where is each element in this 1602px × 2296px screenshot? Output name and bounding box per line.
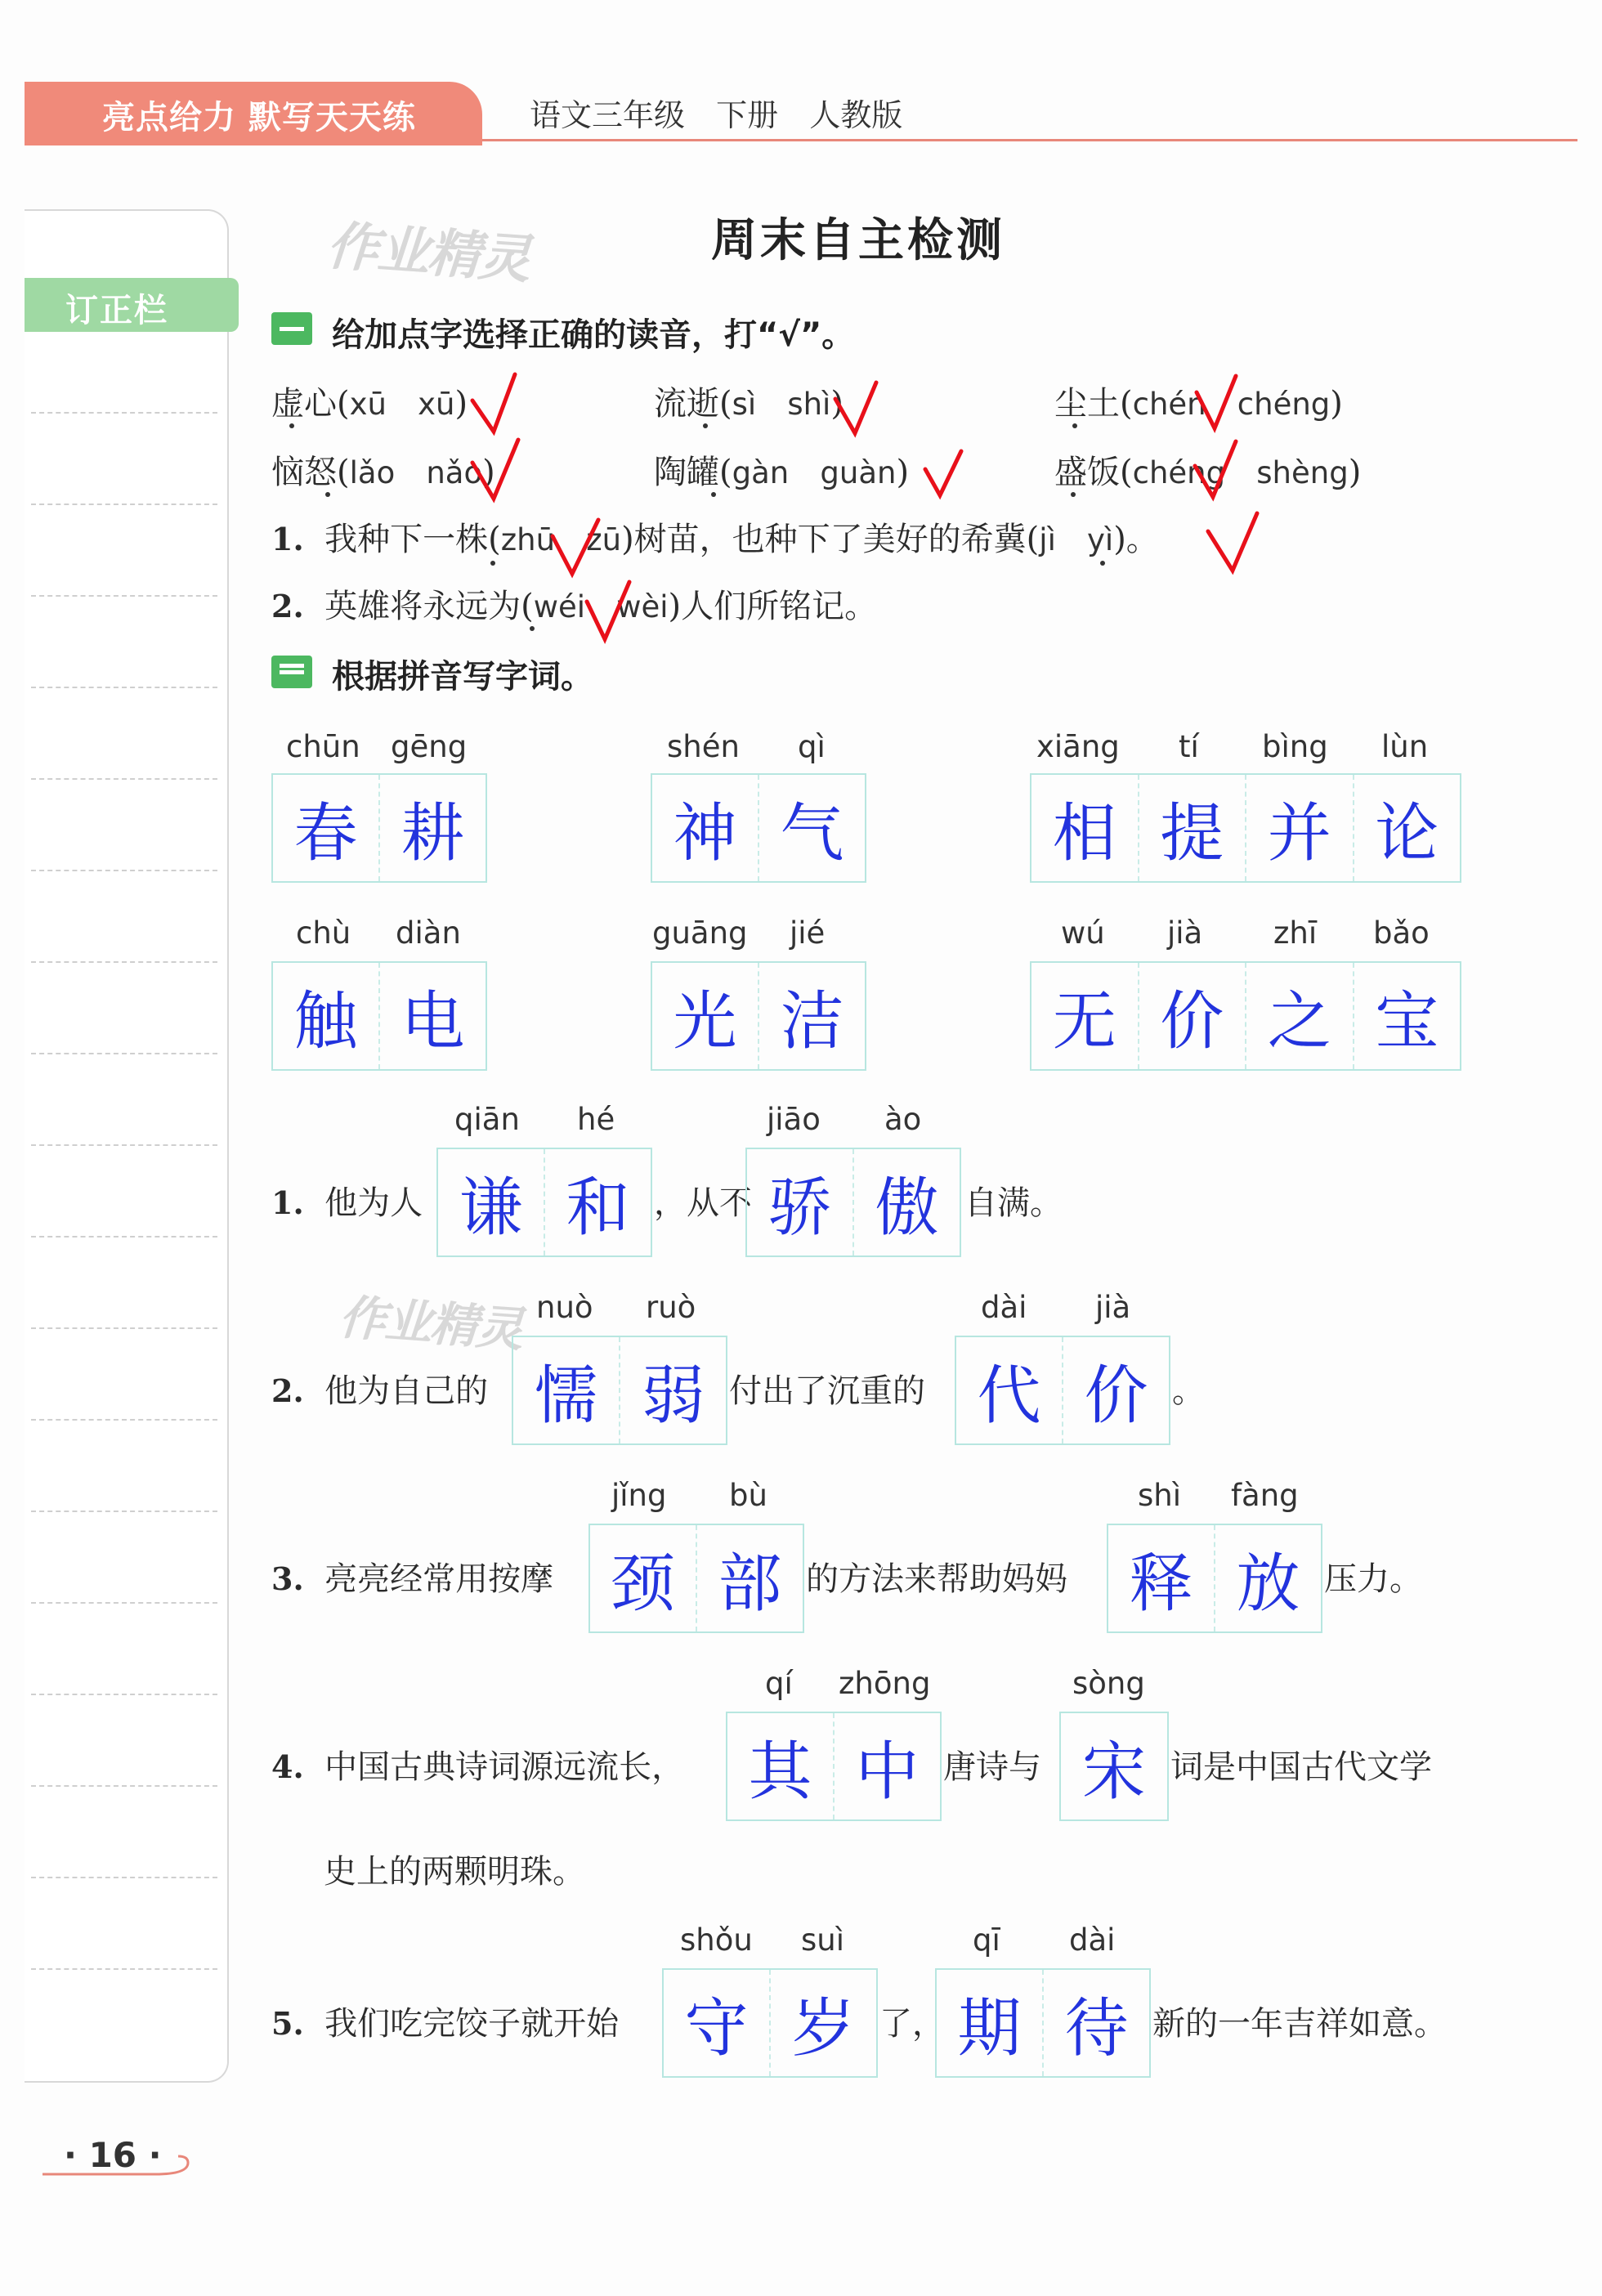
pinyin: suì <box>801 1922 845 1958</box>
pinyin: bǎo <box>1373 915 1430 951</box>
answer-char: 价 <box>1084 1359 1148 1433</box>
page-number: · 16 · <box>64 2135 162 2175</box>
answer-box <box>726 1712 942 1821</box>
answer-char: 释 <box>1108 1525 1215 1631</box>
pinyin: xiāng <box>1036 729 1120 764</box>
sidebar-rule <box>31 1694 217 1695</box>
pinyin: zhī <box>1273 915 1318 951</box>
sentence-text: 词是中国古代文学 <box>1170 1748 1432 1786</box>
check-mark-icon <box>553 520 598 574</box>
answer-box <box>588 1524 804 1633</box>
answer-char: 论 <box>1375 797 1439 871</box>
header-volume: 下册 <box>716 97 779 133</box>
pinyin: fàng <box>1231 1478 1299 1513</box>
answer-box <box>1030 961 1461 1071</box>
pinyin: jiāo <box>767 1102 821 1137</box>
answer-box <box>1030 773 1461 883</box>
check-mark-icon <box>472 440 518 499</box>
section-one-title: 给加点字选择正确的读音，打“√”。 <box>332 316 855 354</box>
answer-char: 骄 <box>747 1149 854 1255</box>
sidebar-rule <box>31 1511 217 1512</box>
answer-box <box>1059 1712 1169 1821</box>
sentence-text: 。 <box>1172 1372 1205 1410</box>
reading-item: 虚心(xū xū) <box>271 385 468 423</box>
sentence-text: 新的一年吉祥如意。 <box>1152 2005 1447 2043</box>
pinyin: nuò <box>536 1290 593 1325</box>
sidebar-rule <box>31 1877 217 1878</box>
answer-char: 无 <box>1031 963 1139 1069</box>
answer-char: 气 <box>780 797 844 871</box>
answer-char: 岁 <box>791 1992 856 2066</box>
header-edition: 人教版 <box>809 97 903 133</box>
answer-char: 宝 <box>1375 985 1439 1058</box>
fill-sentence-5: 5. 我们吃完饺子就开始 <box>271 2005 620 2043</box>
answer-box <box>271 773 487 883</box>
check-mark-icon <box>1197 376 1236 428</box>
pinyin: qī <box>973 1922 1000 1958</box>
sidebar-rule <box>31 870 217 871</box>
check-mark-icon <box>835 383 876 433</box>
answer-box <box>935 1968 1151 2078</box>
pinyin: zhōng <box>839 1666 931 1701</box>
pinyin: tí <box>1179 729 1199 764</box>
check-mark-icon <box>1208 513 1257 571</box>
section-two-icon <box>271 656 312 688</box>
sentence-text: 史上的两颗明珠。 <box>324 1853 585 1891</box>
answer-char: 春 <box>273 775 380 881</box>
answer-char: 放 <box>1236 1547 1300 1621</box>
answer-box <box>436 1148 652 1257</box>
check-mark-icon <box>1195 441 1236 497</box>
reading-item: 尘土(chén chéng) <box>1054 385 1343 423</box>
grading-checks <box>0 0 1602 736</box>
pinyin: qì <box>798 729 826 764</box>
pinyin: shén <box>667 729 740 764</box>
sentence-text: 自满。 <box>964 1184 1063 1222</box>
answer-box <box>662 1968 878 2078</box>
sidebar-rule <box>31 1419 217 1421</box>
watermark: 作业精灵 <box>324 216 531 291</box>
answer-char: 待 <box>1064 1992 1129 2066</box>
sidebar-rule <box>31 1144 217 1146</box>
pinyin: dài <box>1069 1922 1116 1958</box>
answer-char: 和 <box>566 1171 630 1245</box>
answer-box <box>512 1336 727 1445</box>
reading-item: 陶罐(gàn guàn) <box>654 454 910 491</box>
answer-char: 宋 <box>1081 1735 1146 1809</box>
sidebar-rule <box>31 1785 217 1787</box>
fill-sentence-1: 1. 他为人 <box>271 1184 423 1222</box>
pinyin: lùn <box>1381 729 1429 764</box>
answer-char: 耕 <box>400 797 465 871</box>
pinyin: sòng <box>1072 1666 1145 1701</box>
sidebar-rule <box>31 1327 217 1329</box>
pinyin: qiān <box>454 1102 520 1137</box>
sentence-text: 的方法来帮助妈妈 <box>806 1560 1067 1598</box>
answer-box <box>955 1336 1170 1445</box>
answer-char: 弱 <box>641 1359 705 1433</box>
sidebar-rule <box>31 961 217 963</box>
sentence-text: 了， <box>879 2005 945 2043</box>
answer-char: 价 <box>1139 963 1247 1069</box>
reading-item: 盛饭(chéng shèng) <box>1054 454 1362 491</box>
pinyin: guāng <box>652 915 748 951</box>
answer-box <box>651 961 866 1071</box>
header-brand: 亮点给力 默写天天练 <box>102 99 416 137</box>
sidebar-rule <box>31 778 217 780</box>
answer-char: 谦 <box>438 1149 545 1255</box>
answer-char: 光 <box>652 963 759 1069</box>
sentence-text: 唐诗与 <box>943 1748 1041 1786</box>
pinyin: hé <box>577 1102 615 1137</box>
answer-char: 洁 <box>780 985 844 1058</box>
page-title: 周末自主检测 <box>711 213 1005 267</box>
pinyin: qí <box>765 1666 793 1701</box>
answer-box <box>651 773 866 883</box>
pinyin: dài <box>981 1290 1027 1325</box>
sidebar-rule <box>31 1968 217 1970</box>
sentence-text: ，从不 <box>654 1184 752 1222</box>
check-mark-icon <box>587 582 629 639</box>
answer-char: 电 <box>400 985 465 1058</box>
answer-char: 部 <box>718 1547 782 1621</box>
pinyin: shǒu <box>680 1922 753 1958</box>
pinyin: chù <box>296 915 351 951</box>
pinyin: bù <box>729 1478 767 1513</box>
sentence-text: 付出了沉重的 <box>729 1372 925 1410</box>
sidebar-rule <box>31 1053 217 1054</box>
check-mark-icon <box>925 451 961 495</box>
answer-char: 懦 <box>513 1337 620 1443</box>
sidebar-rule <box>31 1602 217 1604</box>
answer-char: 期 <box>937 1970 1044 2076</box>
pinyin: bìng <box>1262 729 1328 764</box>
answer-char: 神 <box>652 775 759 881</box>
pinyin: chūn <box>286 729 360 764</box>
pinyin: ào <box>884 1102 922 1137</box>
answer-box <box>1107 1524 1322 1633</box>
pinyin: shì <box>1138 1478 1182 1513</box>
page-number-swoosh <box>41 2151 196 2184</box>
fill-sentence-3: 3. 亮亮经常用按摩 <box>271 1560 554 1598</box>
sentence-text: 压力。 <box>1324 1560 1422 1598</box>
watermark: 作业精灵 <box>337 1289 524 1358</box>
answer-char: 并 <box>1246 775 1354 881</box>
header-subject: 语文三年级 <box>530 97 686 133</box>
answer-char: 中 <box>855 1735 920 1809</box>
pinyin: jǐng <box>611 1478 667 1513</box>
sidebar-label: 订正栏 <box>65 292 168 329</box>
answer-char: 代 <box>956 1337 1063 1443</box>
pinyin: gēng <box>391 729 468 764</box>
check-mark-icon <box>472 374 515 432</box>
answer-char: 傲 <box>875 1171 939 1245</box>
sidebar-rule <box>31 1236 217 1238</box>
reading-item: 流逝(sì shì) <box>654 385 844 423</box>
answer-box <box>745 1148 961 1257</box>
answer-char: 之 <box>1246 963 1354 1069</box>
reading-item: 恼怒(lǎo nǎo) <box>271 454 495 491</box>
answer-char: 其 <box>727 1713 835 1819</box>
fill-sentence-4: 4. 中国古典诗词源远流长， <box>271 1748 685 1786</box>
reading-sentence-2: 2. 英雄将永远为(wéi wèi)人们所铭记。 <box>271 588 878 625</box>
answer-char: 触 <box>273 963 380 1069</box>
answer-char: 相 <box>1031 775 1139 881</box>
fill-sentence-2: 2. 他为自己的 <box>271 1372 489 1410</box>
answer-box <box>271 961 487 1071</box>
pinyin: diàn <box>396 915 461 951</box>
answer-char: 颈 <box>590 1525 697 1631</box>
answer-char: 提 <box>1139 775 1247 881</box>
reading-sentence-1: 1. 我种下一株(zhū zū)树苗，也种下了美好的希冀(jì yì)。 <box>271 521 1159 558</box>
pinyin: jià <box>1167 915 1203 951</box>
answer-char: 守 <box>664 1970 771 2076</box>
section-two-title: 根据拼音写字词。 <box>332 658 593 696</box>
pinyin: ruò <box>646 1290 696 1325</box>
pinyin: wú <box>1061 915 1105 951</box>
pinyin: jié <box>790 915 826 951</box>
pinyin: jià <box>1095 1290 1131 1325</box>
